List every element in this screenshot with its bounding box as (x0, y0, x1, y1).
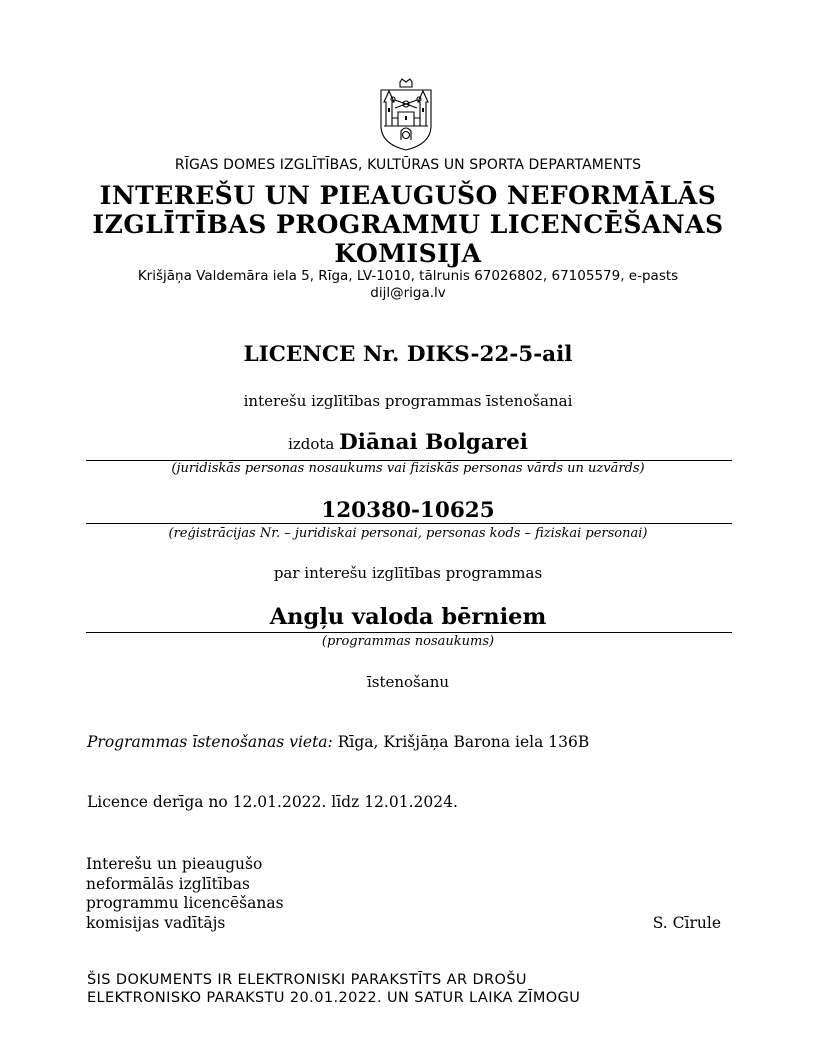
program-suffix: īstenošanu (366, 673, 450, 691)
program-place-value: Rīga, Krišjāņa Barona iela 136B (337, 733, 590, 751)
program-prefix: par interešu izglītības programmas (273, 564, 543, 582)
underline-divider (86, 632, 732, 633)
esign-notice-line: ŠIS DOKUMENTS IR ELEKTRONISKI PARAKSTĪTS AR DROŠU (87, 972, 527, 988)
esign-notice-line: ELEKTRONISKO PARAKSTU 20.01.2022. UN SATUR LAIKA ZĪMOGU (87, 990, 581, 1006)
underline-divider (86, 523, 732, 524)
signatory-name: S. Cīrule (652, 914, 721, 932)
program-place (87, 733, 589, 751)
commission-name-line: IZGLĪTĪBAS PROGRAMMU LICENCĒŠANAS (92, 210, 724, 239)
program-place-label: Programmas īstenošanas vieta: (87, 733, 333, 751)
issued-to-name: Diānai Bolgarei (339, 430, 528, 455)
issued-to-row (0, 430, 816, 455)
licence-purpose: interešu izglītības programmas īstenošanai (243, 392, 573, 410)
signatory-title-line: Interešu un pieaugušo (86, 855, 263, 873)
electronic-signature-notice (87, 971, 580, 1007)
signatory-title (86, 855, 346, 933)
licence-validity: Licence derīga no 12.01.2022. līdz 12.01.2024. (87, 793, 458, 811)
commission-name-line: KOMISIJA (334, 239, 482, 268)
issued-prefix: izdota (288, 435, 335, 453)
signatory-title-line: komisijas vadītājs (86, 913, 226, 932)
registration-caption: (reģistrācijas Nr. – juridiskai personai, personas kods – fiziskai personai) (168, 526, 648, 541)
program-caption: (programmas nosaukums) (321, 634, 495, 649)
commission-name-line: INTEREŠU UN PIEAUGUŠO NEFORMĀLĀS (99, 181, 717, 210)
issued-to-caption: (juridiskās personas nosaukums vai fiziskās personas vārds un uzvārds) (171, 461, 645, 476)
registration-number: 120380-10625 (321, 498, 495, 523)
licence-title: LICENCE Nr. DIKS-22-5-ail (243, 342, 573, 367)
contact-info (0, 268, 816, 302)
contact-email-line: dijl@riga.lv (370, 285, 446, 301)
riga-coat-of-arms-icon (378, 78, 434, 152)
commission-name (0, 181, 816, 268)
signatory-title-line: neformālās izglītības (86, 874, 250, 893)
department-name: RĪGAS DOMES IZGLĪTĪBAS, KULTŪRAS UN SPORTA DEPARTAMENTS (174, 157, 642, 173)
program-name: Angļu valoda bērniem (269, 604, 547, 630)
contact-address-line: Krišjāņa Valdemāra iela 5, Rīga, LV-1010, tālrunis 67026802, 67105579, e-pasts (137, 268, 679, 284)
signatory-title-line: programmu licencēšanas (86, 894, 284, 912)
